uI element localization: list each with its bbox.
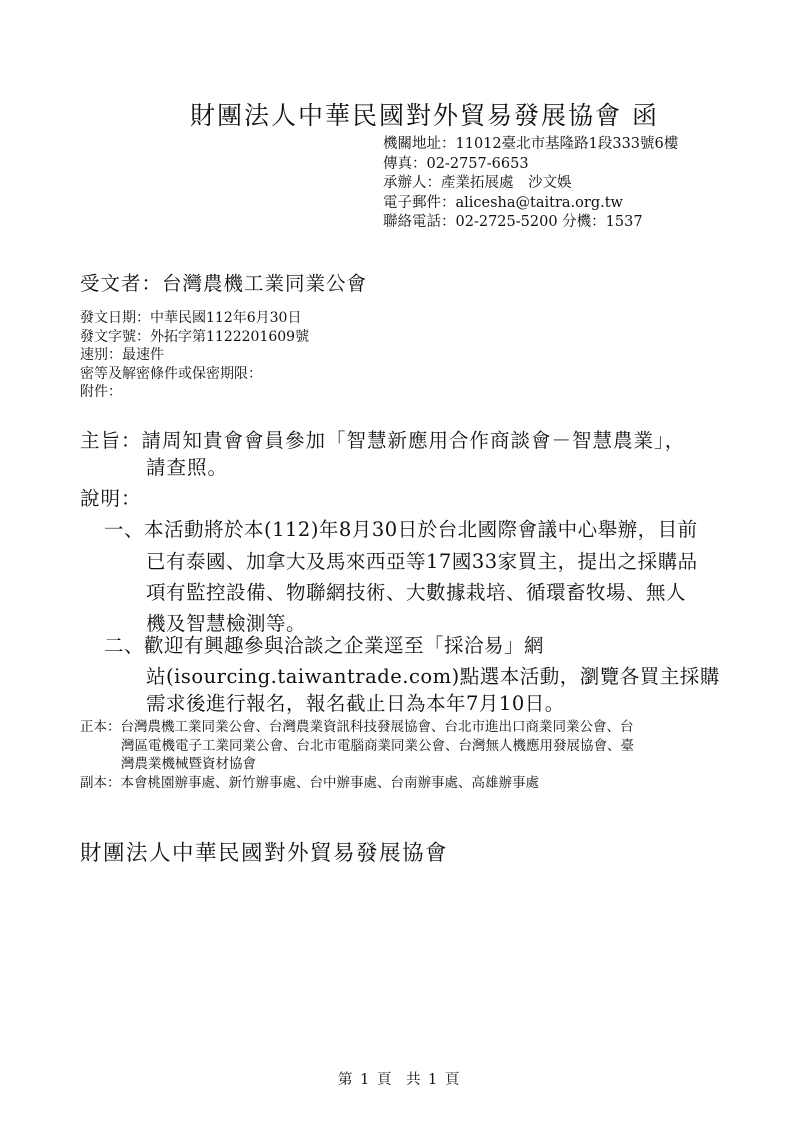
document-title: 財團法人中華民國對外貿易發展協會 函 — [190, 101, 659, 130]
document-number: 發文字號：外拓字第1122201609號 — [80, 328, 310, 345]
explanation-item-2-line-3: 需求後進行報名，報名截止日為本年7月10日。 — [146, 692, 565, 715]
explanation-item-1-line-4: 機及智慧檢測等。 — [146, 612, 307, 635]
email-address: 電子郵件：alicesha@taitra.org.tw — [383, 194, 623, 211]
fax-number: 傳真：02-2757-6653 — [383, 155, 529, 172]
recipient: 受文者：台灣農機工業同業公會 — [80, 272, 368, 295]
subject-line-continued: 請查照。 — [146, 456, 229, 479]
issue-date: 發文日期：中華民國112年6月30日 — [80, 310, 302, 326]
document-meta — [80, 309, 309, 402]
contact-block — [383, 135, 678, 233]
phone-number: 聯絡電話：02-2725-5200 分機：1537 — [383, 214, 643, 230]
copies-block — [80, 718, 634, 792]
copy-recipients: 副本：本會桃園辦事處、新竹辦事處、台中辦事處、台南辦事處、高雄辦事處 — [80, 774, 539, 791]
explanation-item-1-line-3: 項有監控設備、物聯網技術、大數據栽培、循環畜牧場、無人 — [146, 581, 687, 604]
subject-line: 主旨：請周知貴會會員參加「智慧新應用合作商談會－智慧農業」， — [80, 429, 686, 452]
original-recipients-line-3: 灣農業機械暨資材協會 — [121, 756, 256, 772]
explanation-label: 說明： — [80, 487, 142, 510]
attachments: 附件： — [80, 384, 122, 400]
explanation-item-1-line-2: 已有泰國、加拿大及馬來西亞等17國33家買主，提出之採購品 — [146, 550, 698, 573]
explanation-item-1-line-1: 一、本活動將於本(112)年8月30日於台北國際會議中心舉辦，目前 — [104, 518, 698, 541]
original-recipients-line-2: 灣區電機電子工業同業公會、台北市電腦商業同業公會、台灣無人機應用發展協會、臺 — [121, 737, 634, 754]
classification: 密等及解密條件或保密期限： — [80, 365, 262, 382]
page-number: 第 1 頁 共 1 頁 — [338, 1072, 460, 1088]
handler: 承辦人：產業拓展處 沙文娛 — [383, 175, 572, 191]
original-recipients-line-1: 正本：台灣農機工業同業公會、台灣農業資訊科技發展協會、台北市進出口商業同業公會、台 — [80, 719, 634, 735]
urgency: 速別：最速件 — [80, 347, 164, 363]
agency-address: 機關地址：11012臺北市基隆路1段333號6樓 — [383, 136, 679, 152]
explanation-item-2-line-2: 站(isourcing.taiwantrade.com)點選本活動，瀏覽各買主採購 — [146, 665, 720, 688]
explanation-item-2-line-1: 二、歡迎有興趣參與洽談之企業逕至「採洽易」網 — [104, 634, 545, 657]
signing-organization: 財團法人中華民國對外貿易發展協會 — [80, 841, 449, 866]
